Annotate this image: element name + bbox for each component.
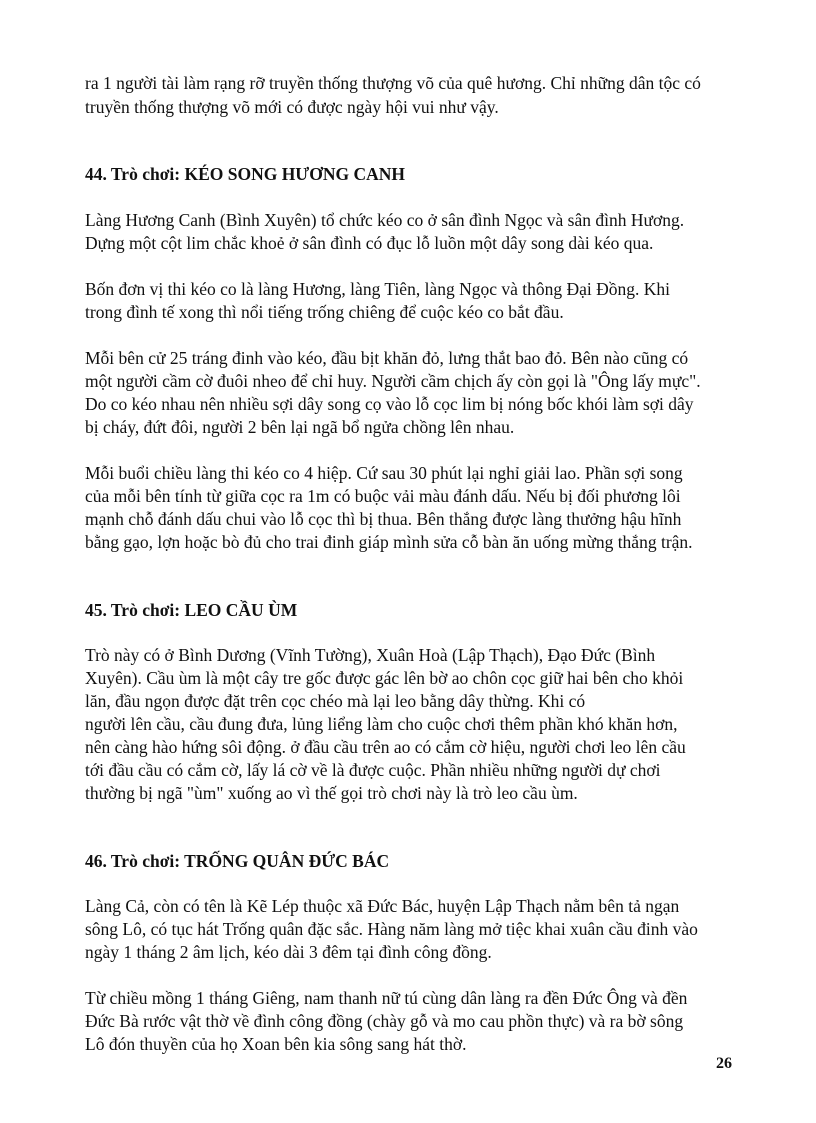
s45-p1-line-4: người lên cầu, cầu đung đưa, lủng liểng làm cho cuộc chơi thêm phần khó khăn hơn,	[85, 714, 678, 734]
s46-p1-line-1: Làng Cả, còn có tên là Kẽ Lép thuộc xã Đức Bác, huyện Lập Thạch nằm bên tả ngạn	[85, 896, 680, 916]
s44-p2-line-1: Bốn đơn vị thi kéo co là làng Hương, làng Tiên, làng Ngọc và thông Đại Đồng. Khi	[85, 279, 671, 299]
s44-p1-line-1: Làng Hương Canh (Bình Xuyên) tổ chức kéo co ở sân đình Ngọc và sân đình Hương.	[85, 210, 685, 230]
s45-p1-line-5: nên càng hào hứng sôi động. ở đầu cầu trên ao có cắm cờ hiệu, người chơi leo lên cầu	[85, 737, 686, 757]
s44-p4-line-4: bằng gạo, lợn hoặc bò đủ cho trai đinh giáp mình sửa cỗ bàn ăn uống mừng thắng trận.	[85, 532, 693, 552]
s45-p1-line-6: tới đầu cầu có cắm cờ, lấy lá cờ về là được cuộc. Phần nhiều những người dự chơi	[85, 760, 661, 780]
intro-line-1: ra 1 người tài làm rạng rỡ truyền thống thượng võ của quê hương. Chỉ những dân tộc có	[85, 73, 701, 93]
s44-p4-line-1: Mỗi buổi chiều làng thi kéo co 4 hiệp. Cứ sau 30 phút lại nghỉ giải lao. Phần sợi song	[85, 463, 683, 483]
section-44-heading: 44. Trò chơi: KÉO SONG HƯƠNG CANH	[85, 164, 405, 184]
s44-p2-line-2: trong đình tế xong thì nổi tiếng trống chiêng để cuộc kéo co bắt đầu.	[85, 302, 564, 322]
s45-p1-line-3: lăn, đầu ngọn được đặt trên cọc chéo mà lại leo bằng dây thừng. Khi có	[85, 691, 586, 711]
s44-p4-line-3: mạnh chỗ đánh dấu chui vào lỗ cọc thì bị thua. Bên thắng được làng thưởng hậu hĩnh	[85, 509, 682, 529]
section-46-heading: 46. Trò chơi: TRỐNG QUÂN ĐỨC BÁC	[85, 851, 390, 871]
section-45-heading: 45. Trò chơi: LEO CẦU ÙM	[85, 600, 298, 620]
s46-p1-line-2: sông Lô, có tục hát Trống quân đặc sắc. Hàng năm làng mở tiệc khai xuân cầu đinh vào	[85, 919, 698, 939]
s44-p4-line-2: của mỗi bên tính từ giữa cọc ra 1m có buộc vải màu đánh dấu. Nếu bị đối phương lôi	[85, 486, 681, 506]
s46-p2-line-1: Từ chiều mồng 1 tháng Giêng, nam thanh nữ tú cùng dân làng ra đền Đức Ông và đền	[85, 988, 688, 1008]
s44-p3-line-4: bị cháy, đứt đôi, người 2 bên lại ngã bổ ngửa chồng lên nhau.	[85, 417, 515, 437]
s45-p1-line-2: Xuyên). Cầu ùm là một cây tre gốc được gác lên bờ ao chôn cọc giữ hai bên cho khỏi	[85, 668, 684, 688]
s44-p3-line-3: Do co kéo nhau nên nhiều sợi dây song cọ vào lỗ cọc lim bị nóng bốc khói làm sợi dây	[85, 394, 694, 414]
s44-p3-line-2: một người cầm cờ đuôi nheo để chỉ huy. Người cầm chịch ấy còn gọi là "Ông lấy mực".	[85, 371, 701, 391]
intro-line-2: truyền thống thượng võ mới có được ngày hội vui như vậy.	[85, 97, 499, 117]
s44-p3-line-1: Mỗi bên cử 25 tráng đinh vào kéo, đầu bịt khăn đỏ, lưng thắt bao đỏ. Bên nào cũng có	[85, 348, 689, 368]
s44-p1-line-2: Dựng một cột lim chắc khoẻ ở sân đình có đục lỗ luồn một dây song dài kéo qua.	[85, 233, 654, 253]
s46-p1-line-3: ngày 1 tháng 2 âm lịch, kéo dài 3 đêm tại đình công đồng.	[85, 942, 492, 962]
s45-p1-line-7: thường bị ngã "ùm" xuống ao vì thế gọi trò chơi này là trò leo cầu ùm.	[85, 783, 578, 803]
s46-p2-line-3: Lô đón thuyền của họ Xoan bên kia sông sang hát thờ.	[85, 1034, 467, 1054]
s45-p1-line-1: Trò này có ở Bình Dương (Vĩnh Tường), Xuân Hoà (Lập Thạch), Đạo Đức (Bình	[85, 645, 656, 665]
s46-p2-line-2: Đức Bà rước vật thờ về đình công đồng (chày gỗ và mo cau phồn thực) và ra bờ sông	[85, 1011, 684, 1031]
page-number: 26	[716, 1055, 732, 1072]
